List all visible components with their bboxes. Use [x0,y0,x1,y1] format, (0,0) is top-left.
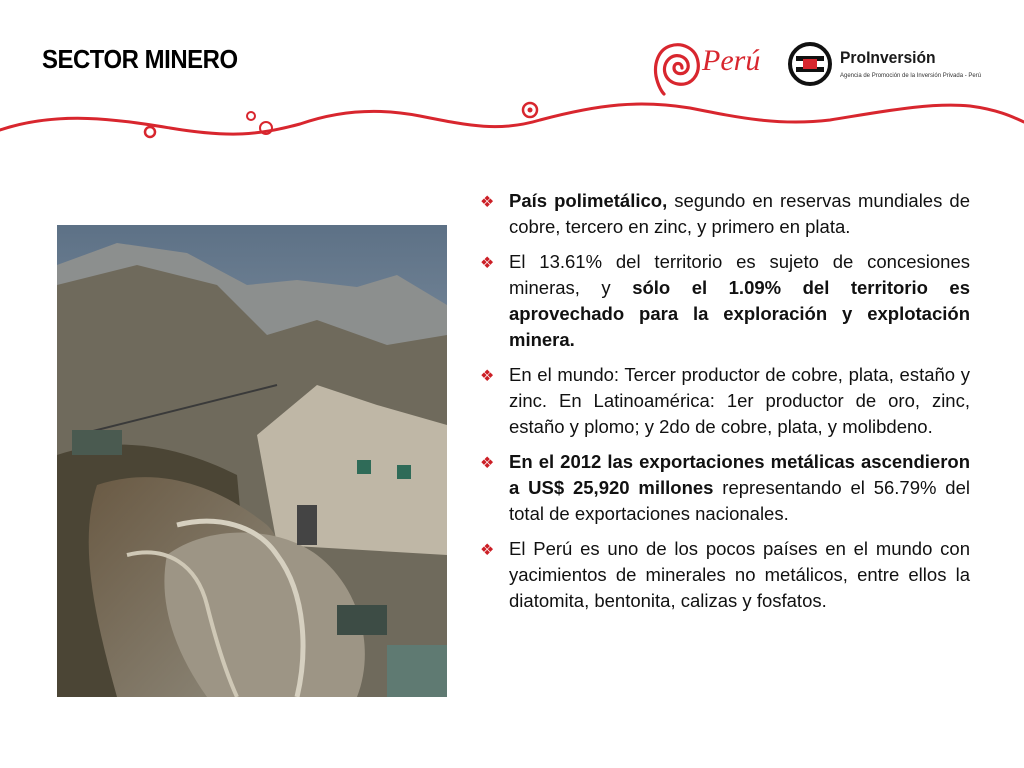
bullet-text: En el mundo: Tercer productor de cobre, plata, estaño y zinc. En Latinoamérica: 1er productor de oro, zinc, estaño y plomo; y 2do de cobre, plata, y molibdeno. [509,364,970,437]
list-item [480,449,970,527]
proinversion-logo-icon [786,40,834,88]
diamond-bullet-icon: ❖ [480,255,495,272]
decorative-wave [0,80,1024,150]
bullet-bold-lead: En el 2012 las exportaciones metálicas ascendieron a US$ 25,920 millones [509,451,970,498]
diamond-bullet-icon: ❖ [480,368,495,385]
bullet-text: representando el 56.79% del total de exportaciones nacionales. [509,477,970,524]
mine-photo [57,225,447,697]
bullet-text: segundo en reservas mundiales de cobre, tercero en zinc, y primero en plata. [509,190,970,237]
bullet-bold-lead: País polimetálico, [509,190,668,211]
bullet-text: El 13.61% del territorio es sujeto de concesiones mineras, y [509,251,970,298]
peru-spiral-icon [652,38,704,96]
list-item [480,536,970,614]
bullet-bold-tail: sólo el 1.09% del territorio es aprovechado para la exploración y explotación minera. [509,277,970,350]
peru-brand-text: Perú [702,44,761,77]
proinversion-name: ProInversión [840,48,936,67]
diamond-bullet-icon: ❖ [480,455,495,472]
list-item [480,188,970,240]
bullet-text: El Perú es uno de los pocos países en el mundo con yacimientos de minerales no metálicos, entre ellos la diatomita, bentonita, calizas y fosfatos. [509,538,970,611]
diamond-bullet-icon: ❖ [480,194,495,211]
bullet-list [480,188,970,623]
list-item [480,249,970,353]
proinversion-tagline: Agencia de Promoción de la Inversión Privada - Perú [840,73,982,79]
list-item [480,362,970,440]
diamond-bullet-icon: ❖ [480,542,495,559]
slide-title: SECTOR MINERO [42,44,238,74]
